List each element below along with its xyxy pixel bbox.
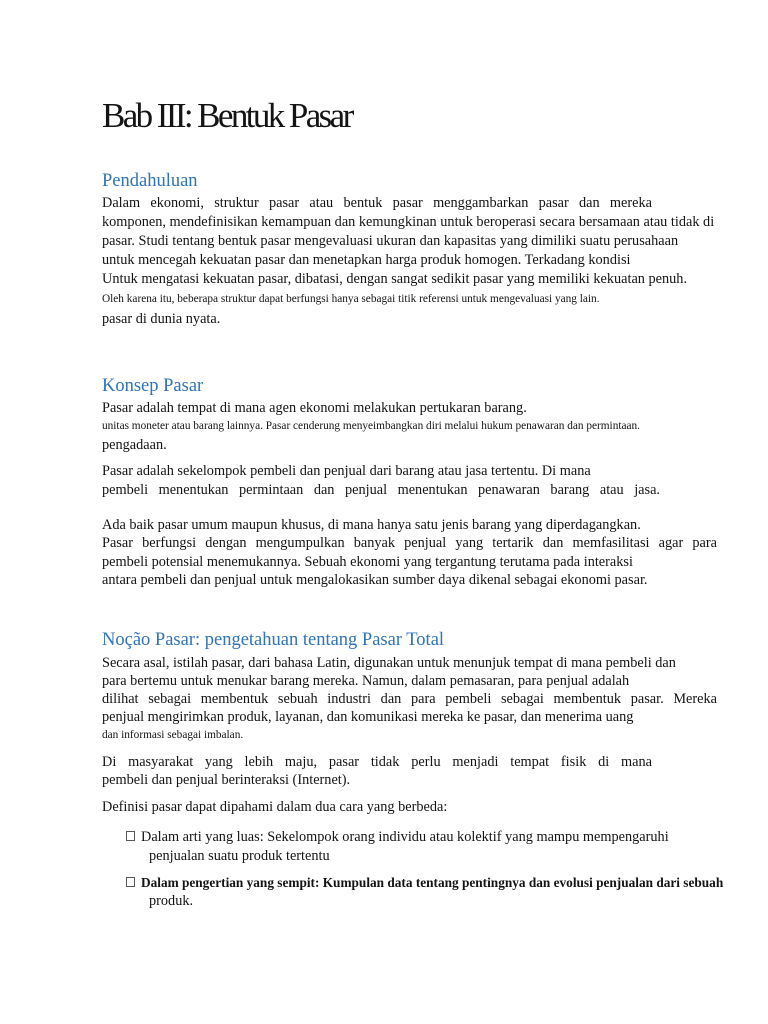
paragraph-line: Secara asal, istilah pasar, dari bahasa Latin, digunakan untuk menunjuk tempat di mana pembeli dan	[102, 655, 676, 671]
paragraph-line: Dalam ekonomi, struktur pasar atau bentuk pasar menggambarkan pasar dan mereka	[102, 195, 652, 211]
paragraph-line: Di masyarakat yang lebih maju, pasar tidak perlu menjadi tempat fisik di mana	[102, 754, 652, 770]
paragraph-line: dan informasi sebagai imbalan.	[102, 729, 244, 741]
checkbox-bullet-icon	[126, 877, 135, 887]
list-item-continuation: produk.	[149, 893, 194, 909]
paragraph-line: Pasar adalah sekelompok pembeli dan penjual dari barang atau jasa tertentu. Di mana	[102, 463, 591, 479]
paragraph-line: Untuk mengatasi kekuatan pasar, dibatasi, dengan sangat sedikit pasar yang memiliki kekuatan penuh.	[102, 271, 688, 287]
section-heading-konsep-pasar: Konsep Pasar	[102, 376, 204, 396]
list-item-text: Dalam pengertian yang sempit: Kumpulan data tentang pentingnya dan evolusi penjualan dari sebuah	[141, 875, 724, 890]
paragraph-line: pengadaan.	[102, 437, 167, 453]
paragraph-line: penjual mengirimkan produk, layanan, dan komunikasi mereka ke pasar, dan menerima uang	[102, 709, 634, 725]
paragraph-line: Oleh karena itu, beberapa struktur dapat berfungsi hanya sebagai titik referensi untuk mengevaluasi yang lain.	[102, 293, 600, 305]
paragraph-line: dilihat sebagai membentuk sebuah industri dan para pembeli sebagai membentuk pasar. Mereka	[102, 691, 717, 707]
paragraph-line: untuk mencegah kekuatan pasar dan menetapkan harga produk homogen. Terkadang kondisi	[102, 252, 631, 268]
checkbox-bullet-icon	[126, 831, 135, 841]
paragraph-line: pembeli dan penjual berinteraksi (Internet).	[102, 772, 351, 788]
paragraph-line: pasar di dunia nyata.	[102, 311, 221, 327]
paragraph-line: Pasar berfungsi dengan mengumpulkan banyak penjual yang tertarik dan memfasilitasi agar para	[102, 535, 717, 551]
paragraph-line: pasar. Studi tentang bentuk pasar mengevaluasi ukuran dan kapasitas yang dimiliki suatu perusahaan	[102, 233, 679, 249]
paragraph-line: Ada baik pasar umum maupun khusus, di mana hanya satu jenis barang yang diperdagangkan.	[102, 517, 641, 533]
list-item	[126, 828, 669, 846]
list-item-text: Dalam arti yang luas: Sekelompok orang individu atau kolektif yang mampu mempengaruhi	[141, 829, 669, 845]
paragraph-line: para bertemu untuk menukar barang mereka. Namun, dalam pemasaran, para penjual adalah	[102, 673, 630, 689]
paragraph-line: komponen, mendefinisikan kemampuan dan kemungkinan untuk beroperasi secara bersamaan atau tidak di	[102, 214, 715, 230]
paragraph-line: unitas moneter atau barang lainnya. Pasar cenderung menyeimbangkan diri melalui hukum penawaran dan permintaan.	[102, 420, 640, 432]
list-item-continuation: penjualan suatu produk tertentu	[149, 848, 330, 864]
paragraph-line: Pasar adalah tempat di mana agen ekonomi melakukan pertukaran barang.	[102, 400, 527, 416]
section-heading-nocao-pasar: Noção Pasar: pengetahuan tentang Pasar Total	[102, 630, 445, 650]
paragraph-line: pembeli menentukan permintaan dan penjual menentukan penawaran barang atau jasa.	[102, 482, 660, 498]
paragraph-line: Definisi pasar dapat dipahami dalam dua cara yang berbeda:	[102, 799, 448, 815]
paragraph-line: pembeli potensial menemukannya. Sebuah ekonomi yang tergantung terutama pada interaksi	[102, 554, 633, 570]
list-item	[126, 874, 723, 892]
section-heading-pendahuluan: Pendahuluan	[102, 171, 198, 191]
page-title: Bab III: Bentuk Pasar	[102, 96, 352, 135]
paragraph-line: antara pembeli dan penjual untuk mengalokasikan sumber daya dikenal sebagai ekonomi pasar.	[102, 572, 648, 588]
